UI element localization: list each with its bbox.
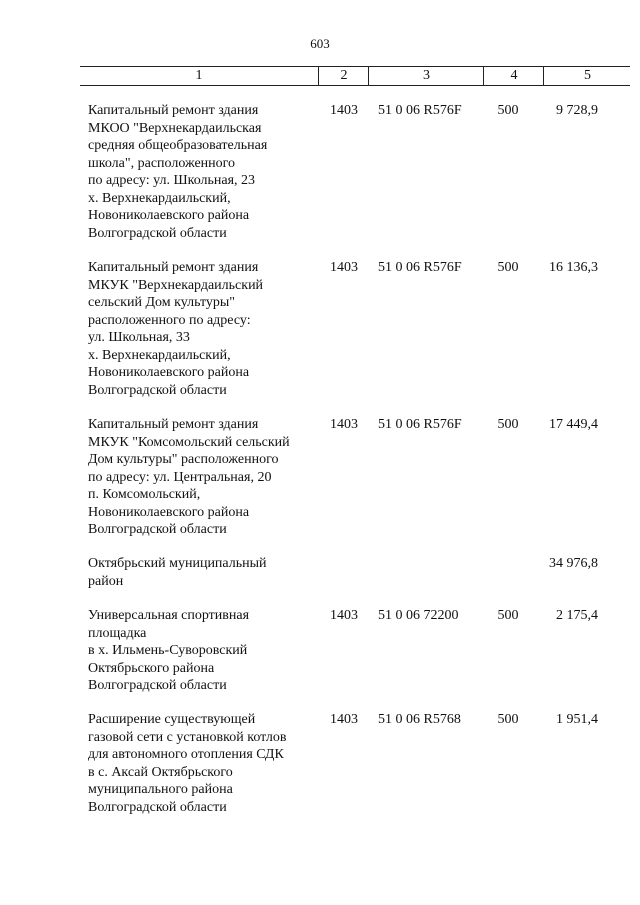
description-line: по адресу: ул. Центральная, 20 (88, 469, 272, 485)
row-code: 51 0 06 R576F (378, 260, 462, 275)
description-line: Октябрьский муниципальный (88, 556, 267, 571)
row-code: 51 0 06 R576F (378, 103, 462, 118)
description-line: Универсальная спортивная (88, 608, 250, 623)
row-amount: 34 976,8 (549, 556, 598, 571)
column-header-1: 1 (195, 68, 203, 83)
description-line: газовой сети с установкой котлов (88, 729, 287, 745)
description-line: в х. Ильмень-Суворовский (88, 643, 248, 658)
description-line: Новониколаевского района (88, 504, 250, 520)
row-amount: 1 951,4 (556, 712, 598, 727)
row-type: 500 (497, 712, 519, 727)
description-line: площадка (88, 625, 147, 641)
row-description (88, 416, 318, 539)
description-line: по адресу: ул. Школьная, 23 (88, 173, 256, 188)
row-code: 51 0 06 R576F (378, 417, 462, 432)
description-line: район (88, 573, 124, 589)
row-section: 1403 (330, 260, 358, 275)
column-header-3: 3 (368, 67, 484, 85)
description-line: Капитальный ремонт здания (88, 260, 259, 275)
row-description (88, 102, 318, 242)
description-line: МКУК "Верхнекардаильский (88, 277, 264, 293)
description-line: Новониколаевского района (88, 208, 250, 223)
column-header-5: 5 (543, 67, 631, 85)
row-amount: 2 175,4 (556, 608, 598, 623)
description-line: Расширение существующей (88, 712, 256, 727)
description-line: школа", расположенного (88, 155, 236, 171)
column-header-2: 2 (318, 67, 369, 85)
row-type: 500 (497, 417, 519, 432)
description-line: Новониколаевского района (88, 365, 250, 380)
row-description (88, 607, 318, 695)
row-type: 500 (497, 103, 519, 118)
row-type: 500 (497, 608, 519, 623)
description-line: Октябрьского района (88, 660, 215, 676)
description-line: сельский Дом культуры" (88, 295, 235, 310)
column-header-4: 4 (483, 67, 544, 85)
row-description (88, 259, 318, 399)
description-line: х. Верхнекардаильский, (88, 190, 231, 206)
description-line: Волгоградской области (88, 522, 227, 537)
row-section: 1403 (330, 103, 358, 118)
description-line: МКОО "Верхнекардаильская (88, 120, 262, 136)
table-header (80, 66, 630, 86)
row-section: 1403 (330, 712, 358, 727)
description-line: Волгоградской области (88, 799, 227, 815)
description-line: Капитальный ремонт здания (88, 103, 259, 118)
description-line: х. Верхнекардаильский, (88, 347, 231, 363)
description-line: ул. Школьная, 33 (88, 330, 190, 345)
row-type: 500 (497, 260, 519, 275)
page-number: 603 (310, 36, 330, 51)
description-line: Капитальный ремонт здания (88, 417, 259, 432)
description-line: п. Комсомольский, (88, 487, 201, 502)
row-code: 51 0 06 72200 (378, 608, 459, 623)
row-amount: 16 136,3 (549, 260, 598, 275)
row-amount: 17 449,4 (549, 417, 598, 432)
row-section: 1403 (330, 608, 358, 623)
row-description (88, 555, 318, 590)
description-line: Дом культуры" расположенного (88, 452, 279, 467)
description-line: для автономного отопления СДК (88, 747, 284, 762)
row-code: 51 0 06 R5768 (378, 712, 461, 727)
description-line: расположенного по адресу: (88, 312, 251, 328)
description-line: Волгоградской области (88, 382, 227, 398)
row-description (88, 711, 318, 816)
row-amount: 9 728,9 (556, 103, 598, 118)
description-line: МКУК "Комсомольский сельский (88, 434, 290, 450)
description-line: муниципального района (88, 782, 233, 797)
description-line: в с. Аксай Октябрьского (88, 764, 233, 780)
description-line: Волгоградской области (88, 225, 227, 241)
description-line: средняя общеобразовательная (88, 138, 268, 153)
row-section: 1403 (330, 417, 358, 432)
description-line: Волгоградской области (88, 678, 227, 693)
